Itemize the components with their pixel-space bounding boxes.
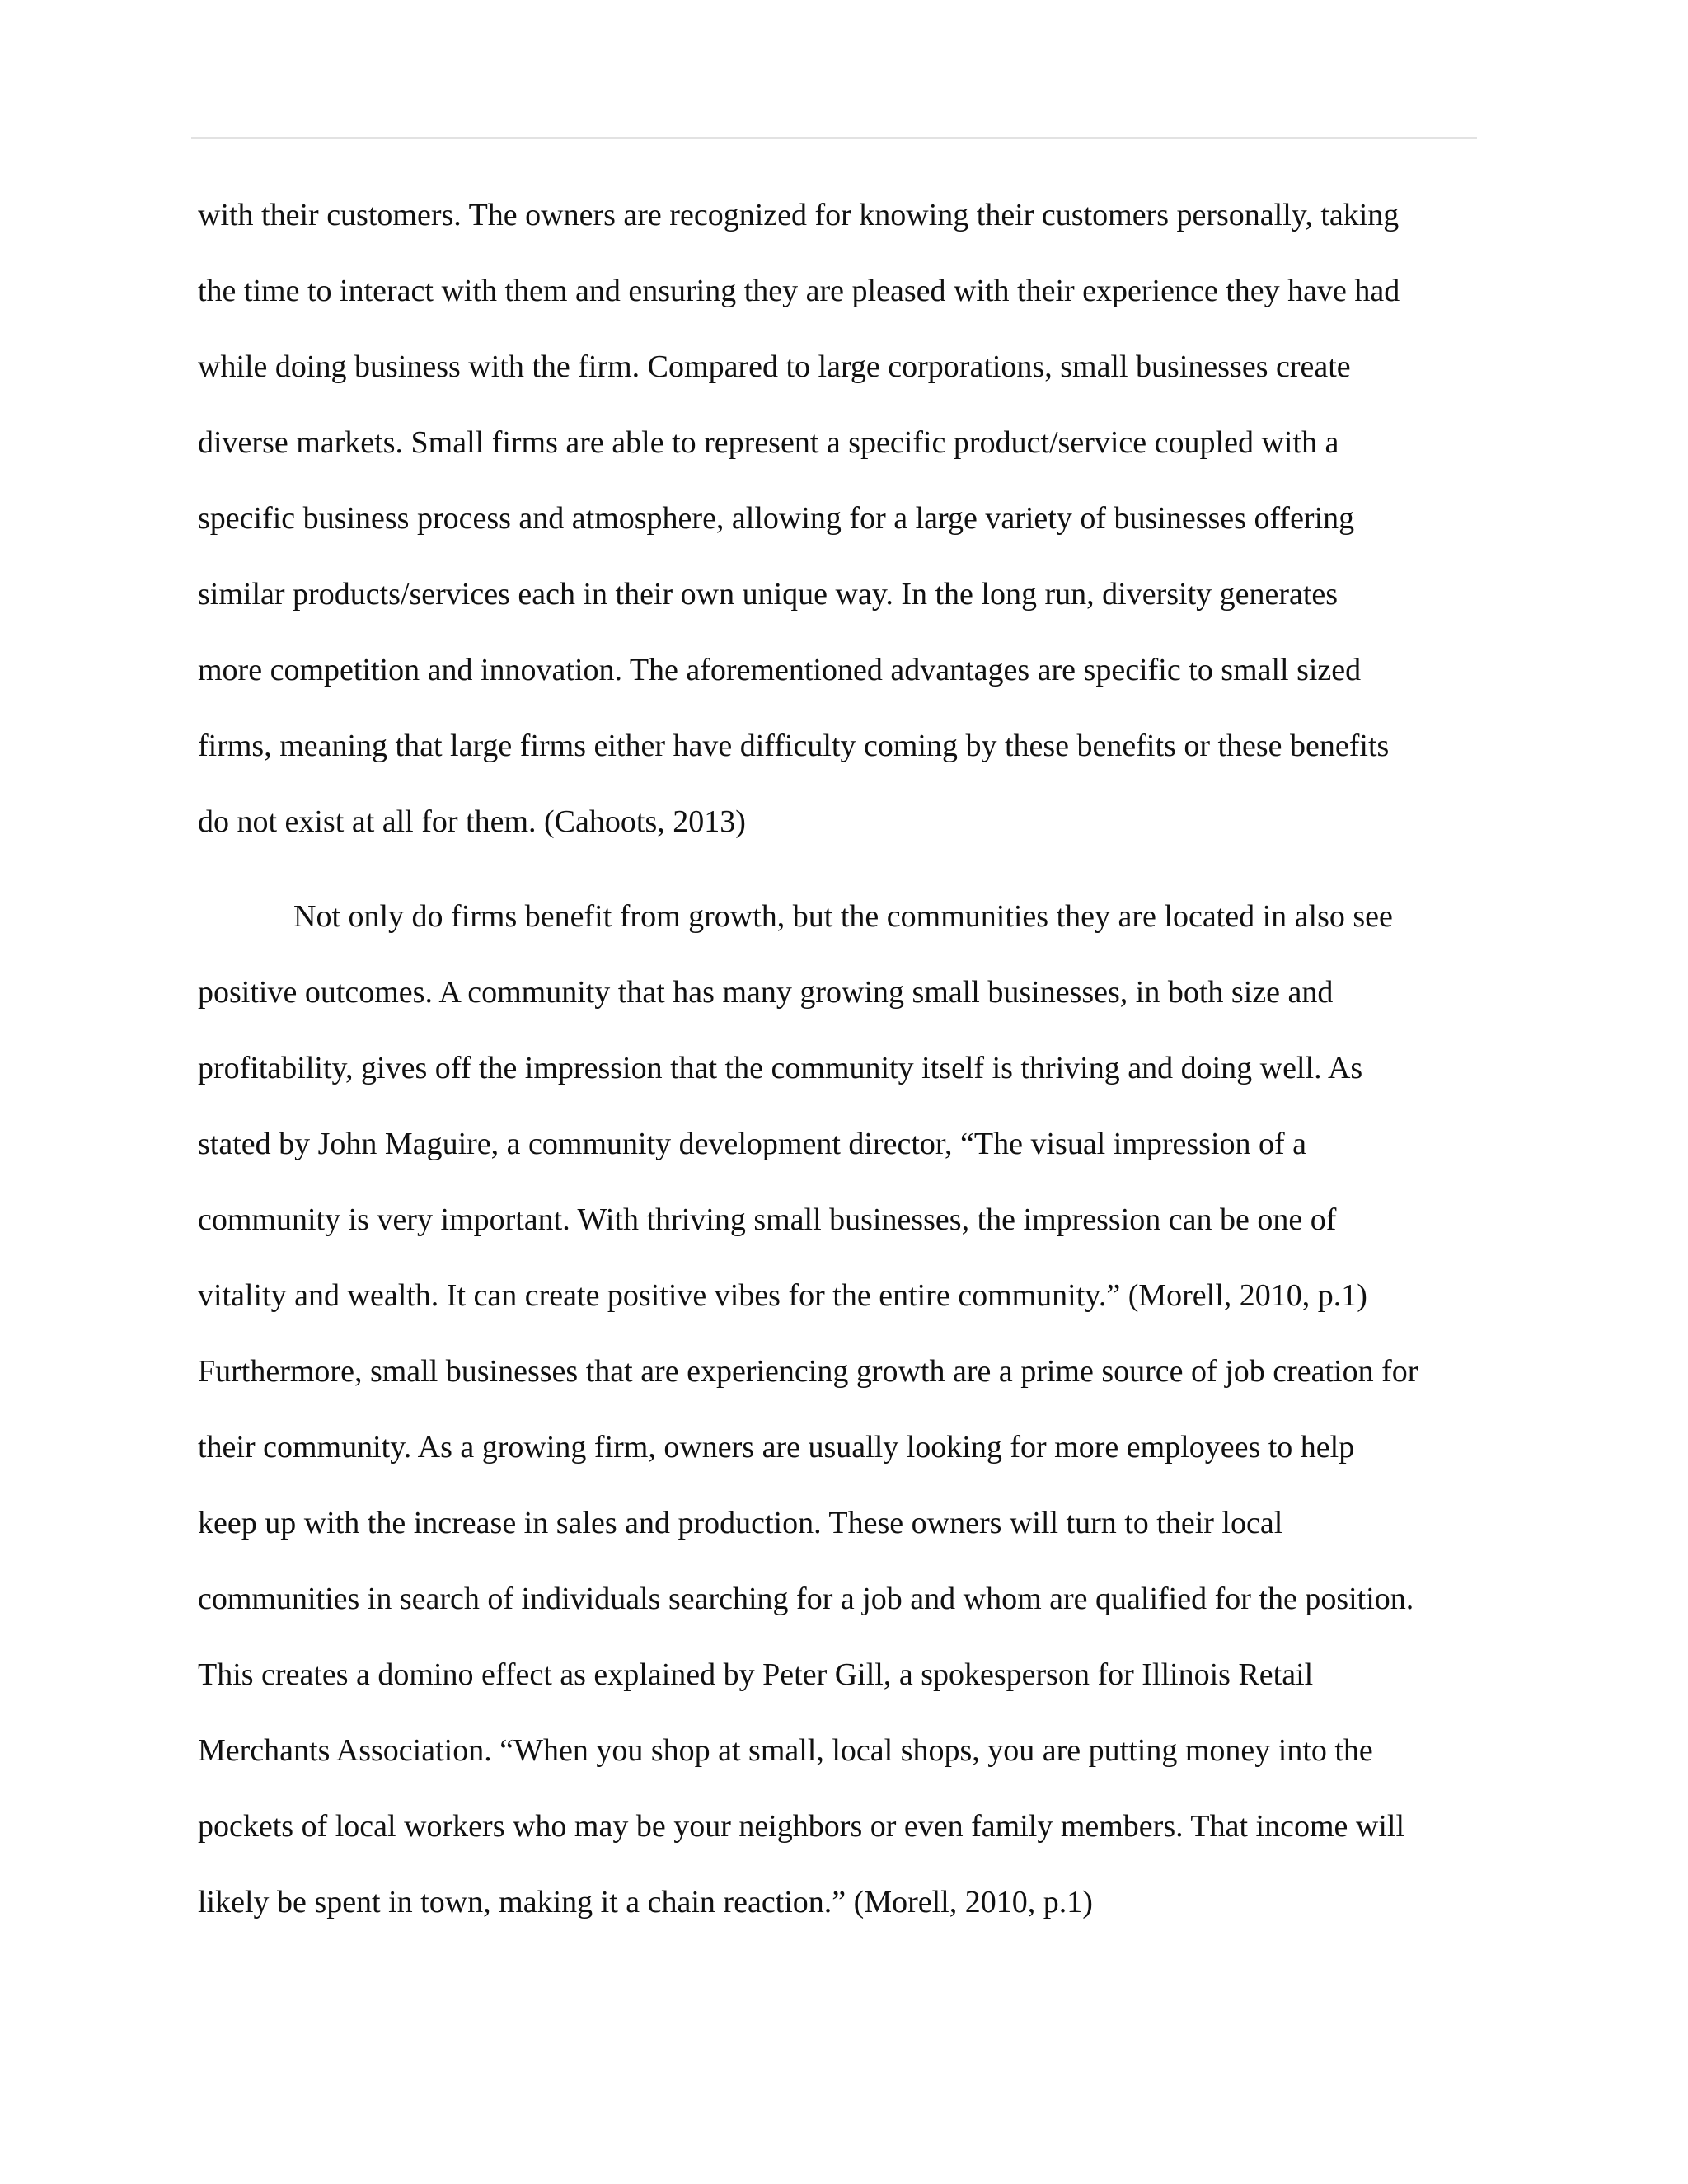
text-line: do not exist at all for them. (Cahoots, 2013) [198, 804, 746, 839]
text-line: likely be spent in town, making it a chain reaction.” (Morell, 2010, p.1) [198, 1885, 1093, 1919]
text-line: while doing business with the firm. Compared to large corporations, small businesses create [198, 349, 1351, 384]
text-line: This creates a domino effect as explained by Peter Gill, a spokesperson for Illinois Retail [198, 1657, 1314, 1692]
text-line: firms, meaning that large firms either have difficulty coming by these benefits or these benefits [198, 729, 1390, 763]
text-line: positive outcomes. A community that has many growing small businesses, in both size and [198, 975, 1334, 1010]
text-line: Furthermore, small businesses that are experiencing growth are a prime source of job creation for [198, 1354, 1418, 1389]
paragraph-2 [198, 879, 1484, 1940]
text-line: their community. As a growing firm, owners are usually looking for more employees to help [198, 1430, 1355, 1465]
text-line: vitality and wealth. It can create positive vibes for the entire community.” (Morell, 2010, p.1) [198, 1278, 1367, 1313]
text-line: community is very important. With thriving small businesses, the impression can be one of [198, 1202, 1337, 1237]
text-line: more competition and innovation. The aforementioned advantages are specific to small sized [198, 653, 1362, 687]
text-line-indented: Not only do firms benefit from growth, but the communities they are located in also see [293, 899, 1393, 934]
text-line: with their customers. The owners are recognized for knowing their customers personally, taking [198, 198, 1400, 232]
text-line: similar products/services each in their own unique way. In the long run, diversity generates [198, 577, 1339, 612]
text-line: keep up with the increase in sales and production. These owners will turn to their local [198, 1506, 1283, 1540]
text-line: specific business process and atmosphere, allowing for a large variety of businesses offering [198, 501, 1355, 536]
header-divider [191, 137, 1477, 139]
paragraph-1 [198, 177, 1484, 860]
text-line: diverse markets. Small firms are able to represent a specific product/service coupled with a [198, 425, 1339, 460]
text-line: stated by John Maguire, a community development director, “The visual impression of a [198, 1127, 1307, 1161]
text-line: profitability, gives off the impression that the community itself is thriving and doing well. As [198, 1051, 1363, 1085]
text-line: Merchants Association. “When you shop at small, local shops, you are putting money into the [198, 1733, 1373, 1768]
text-line: pockets of local workers who may be your neighbors or even family members. That income will [198, 1809, 1405, 1844]
text-line: communities in search of individuals searching for a job and whom are qualified for the position. [198, 1582, 1414, 1616]
text-line: the time to interact with them and ensuring they are pleased with their experience they have had [198, 274, 1400, 308]
